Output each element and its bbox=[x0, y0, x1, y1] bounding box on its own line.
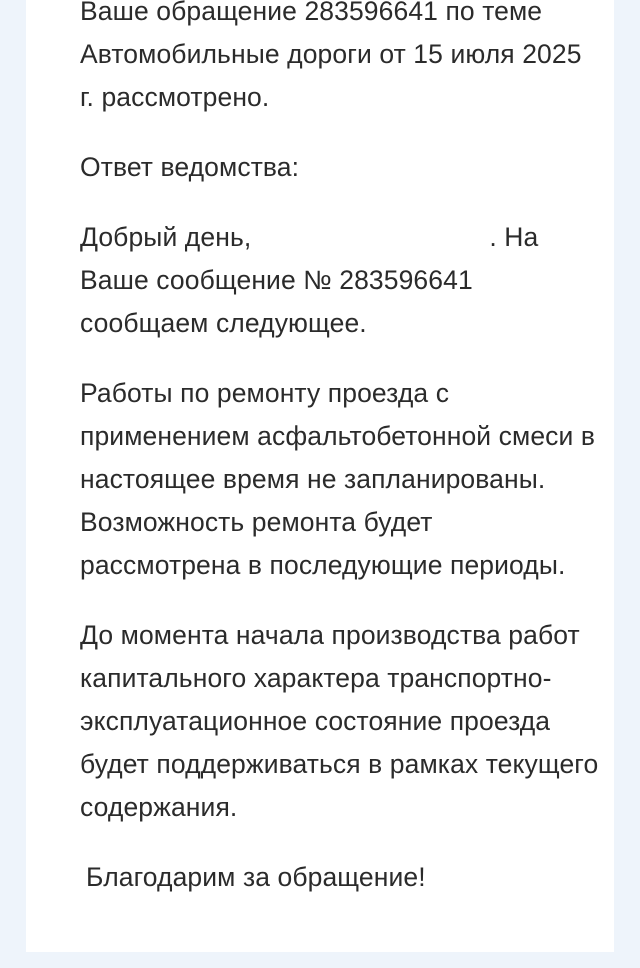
greeting-start: Добрый день, bbox=[80, 222, 252, 252]
reference-text: Ваше сообщение № 283596641 сообщаем следующее. bbox=[80, 265, 473, 338]
repairs-paragraph: Работы по ремонту проезда с применением асфальтобетонной смеси в настоящее время не запланированы. Возможность ремонта будет рассмотрена в последующие периоды. bbox=[80, 378, 596, 580]
maintenance-paragraph: До момента начала производства работ капитального характера транспортно-эксплуатационное состояние проезда будет поддерживаться в рамках текущего содержания. bbox=[80, 620, 599, 822]
greeting-line bbox=[80, 222, 538, 252]
response-heading: Ответ ведомства: bbox=[80, 152, 300, 182]
greeting-paragraph bbox=[80, 216, 600, 345]
status-paragraph: Ваше обращение 283596641 по теме Автомобильные дороги от 15 июля 2025 г. рассмотрено. bbox=[80, 0, 582, 112]
greeting-end: . На bbox=[489, 222, 539, 252]
message-card bbox=[26, 0, 614, 952]
message-body bbox=[80, 0, 600, 926]
closing-text: Благодарим за обращение! bbox=[86, 862, 426, 892]
